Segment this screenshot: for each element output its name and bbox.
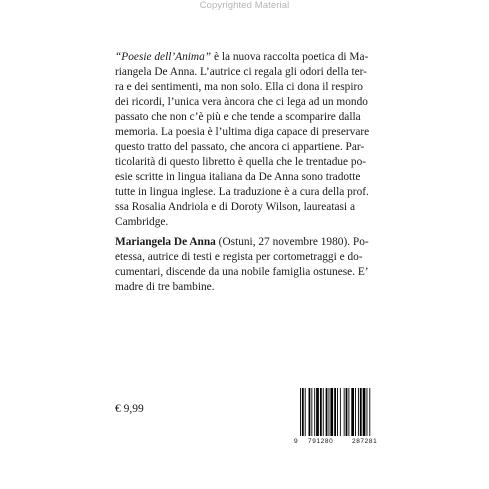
barcode — [292, 382, 402, 442]
barcode-digit-lead: 9 — [294, 438, 299, 445]
blurb-line: ssa Rosalia Andriola e di Doroty Wilson, laureatasi a — [115, 201, 355, 213]
author-bio-line: madre di tre bambine. — [115, 281, 215, 293]
author-name: Mariangela De Anna — [115, 236, 216, 248]
book-title: “Poesie dell’Anima” — [115, 51, 212, 63]
blurb-line: ticolarità di questo libretto è quella che le trentadue po- — [115, 156, 367, 168]
blurb-line: “Poesie dell’Anima” è la nuova raccolta poetica di Ma- — [115, 51, 369, 63]
blurb-line: ra e dei sentimenti, ma non solo. Ella ci dona il respiro — [115, 81, 363, 93]
blurb-line: memoria. La poesia è l’ultima diga capace di preservare — [115, 126, 370, 138]
barcode-digits-left: 791280 — [308, 438, 334, 445]
blurb-line: riangela De Anna. L’autrice ci regala gli odori della ter- — [115, 66, 367, 78]
blurb-line: esie scritte in lingua italiana da De Anna sono tradotte — [115, 171, 361, 183]
blurb-line: tutte in lingua inglese. La traduzione è a cura della prof. — [115, 186, 369, 198]
barcode-digits-right: 287281 — [352, 438, 378, 445]
price-label: € 9,99 — [115, 403, 144, 415]
blurb-line: passato che non c’è più e che tende a scomparire dalla — [115, 111, 361, 123]
copyright-watermark: Copyrighted Material — [199, 0, 290, 11]
author-bio — [115, 235, 369, 295]
blurb-line: questo tratto del passato, che ancora ci appartiene. Par- — [115, 141, 365, 153]
author-bio-line: cumentari, discende da una nobile famiglia ostunese. E’ — [115, 266, 369, 278]
author-bio-line: Mariangela De Anna (Ostuni, 27 novembre 1980). Po- — [115, 236, 369, 248]
blurb-line: dei ricordi, l’unica vera àncora che ci lega ad un mondo — [115, 96, 368, 108]
blurb-line: Cambridge. — [115, 216, 169, 228]
author-bio-line: etessa, autrice di testi e regista per cortometraggi e do- — [115, 251, 363, 263]
book-blurb — [115, 50, 370, 230]
